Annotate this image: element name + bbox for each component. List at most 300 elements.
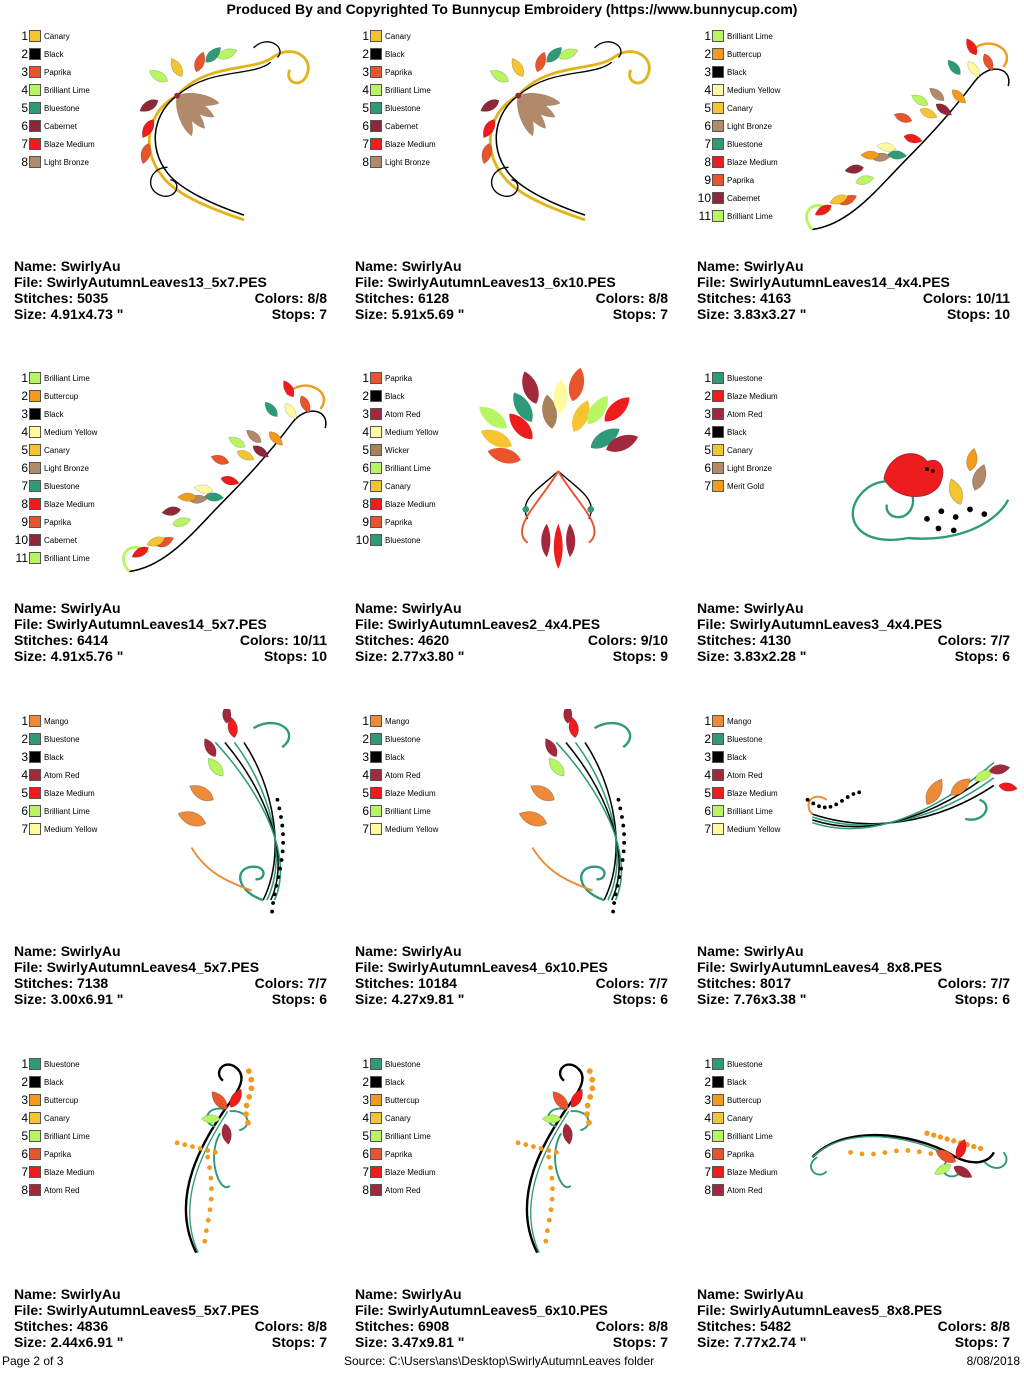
stops-label: Stops: [271, 1334, 316, 1350]
thread-color-name: Bluestone [385, 734, 421, 744]
thread-color-row [697, 405, 778, 423]
name-label: Name: [355, 258, 398, 274]
design-file: SwirlyAutumnLeaves14_4x4.PES [729, 274, 950, 290]
thread-swatch [29, 552, 41, 564]
thread-number: 5 [21, 443, 28, 457]
thread-number: 5 [704, 1129, 711, 1143]
embroidery-design-preview [110, 709, 335, 924]
thread-number: 10 [355, 533, 369, 547]
thread-number: 2 [21, 1075, 28, 1089]
thread-color-name: Blaze Medium [727, 157, 778, 167]
thread-color-row [697, 135, 780, 153]
design-file: SwirlyAutumnLeaves13_5x7.PES [46, 274, 267, 290]
design-name: SwirlyAu [743, 1286, 804, 1302]
thread-swatch [29, 769, 41, 781]
thread-number: 2 [21, 47, 28, 61]
thread-swatch [29, 787, 41, 799]
design-card [683, 362, 1023, 704]
thread-color-name: Blaze Medium [727, 391, 778, 401]
thread-swatch [29, 1148, 41, 1160]
thread-color-row [355, 369, 438, 387]
design-colors: 9/10 [640, 632, 668, 648]
thread-swatch [712, 426, 724, 438]
stops-label: Stops: [612, 991, 657, 1007]
thread-color-name: Black [727, 67, 747, 77]
thread-swatch [29, 751, 41, 763]
thread-color-row [14, 766, 97, 784]
thread-swatch [712, 1058, 724, 1070]
thread-color-row [697, 387, 778, 405]
stitches-label: Stitches: [355, 1318, 415, 1334]
thread-color-name: Mango [385, 716, 410, 726]
colors-label: Colors: [922, 290, 972, 306]
thread-color-row [355, 1181, 436, 1199]
stitches-label: Stitches: [355, 290, 415, 306]
thread-swatch [29, 48, 41, 60]
file-label: File: [697, 959, 726, 975]
thread-color-row [697, 1091, 778, 1109]
stitches-label: Stitches: [697, 975, 757, 991]
design-stitches: 10184 [418, 975, 457, 991]
name-label: Name: [697, 943, 740, 959]
design-size: 4.27x9.81 " [391, 991, 465, 1007]
thread-color-name: Black [385, 49, 405, 59]
thread-color-name: Blaze Medium [44, 788, 95, 798]
thread-color-name: Light Bronze [727, 121, 772, 131]
thread-number: 5 [21, 101, 28, 115]
thread-color-row [14, 441, 97, 459]
thread-color-name: Blaze Medium [44, 499, 95, 509]
thread-color-name: Canary [385, 31, 411, 41]
embroidery-design-preview [793, 1052, 1018, 1267]
thread-number: 8 [704, 155, 711, 169]
page-header: Produced By and Copyrighted To Bunnycup Embroidery (https://www.bunnycup.com) [226, 1, 798, 17]
file-label: File: [697, 274, 726, 290]
thread-color-name: Black [727, 752, 747, 762]
thread-number: 2 [362, 389, 369, 403]
thread-color-name: Cabernet [727, 193, 760, 203]
size-label: Size: [14, 306, 47, 322]
thread-color-name: Cabernet [385, 121, 418, 131]
thread-swatch [712, 30, 724, 42]
thread-color-name: Canary [385, 1113, 411, 1123]
thread-color-name: Buttercup [727, 49, 762, 59]
thread-color-row [355, 81, 436, 99]
size-label: Size: [355, 1334, 388, 1350]
thread-color-name: Bluestone [727, 373, 763, 383]
thread-color-name: Canary [727, 445, 753, 455]
design-stitches: 7138 [77, 975, 109, 991]
design-stitches: 5482 [760, 1318, 792, 1334]
design-stops: 6 [660, 991, 668, 1007]
thread-color-name: Medium Yellow [727, 85, 781, 95]
file-label: File: [355, 1302, 384, 1318]
thread-swatch [370, 462, 382, 474]
thread-swatch [712, 1148, 724, 1160]
thread-color-row [697, 1163, 778, 1181]
embroidery-design-preview [110, 366, 335, 581]
thread-color-name: Paprika [385, 67, 413, 77]
stops-label: Stops: [612, 1334, 657, 1350]
design-stitches: 6414 [77, 632, 109, 648]
thread-color-row [14, 495, 97, 513]
thread-number: 9 [704, 173, 711, 187]
thread-swatch [712, 715, 724, 727]
thread-swatch [712, 84, 724, 96]
thread-number: 1 [704, 714, 711, 728]
file-label: File: [697, 1302, 726, 1318]
thread-color-name: Atom Red [727, 1185, 763, 1195]
design-file: SwirlyAutumnLeaves3_4x4.PES [729, 616, 943, 632]
embroidery-design-preview [451, 366, 676, 581]
thread-number: 5 [362, 443, 369, 457]
thread-swatch [370, 120, 382, 132]
thread-number: 11 [698, 209, 711, 223]
thread-swatch [370, 138, 382, 150]
thread-swatch [29, 516, 41, 528]
thread-swatch [712, 192, 724, 204]
embroidery-design-preview [793, 709, 1018, 924]
thread-swatch [712, 408, 724, 420]
design-colors: 7/7 [648, 975, 668, 991]
thread-color-name: Brilliant Lime [44, 553, 90, 563]
thread-number: 3 [704, 65, 711, 79]
design-name: SwirlyAu [60, 1286, 121, 1302]
thread-color-row [14, 153, 95, 171]
thread-number: 6 [21, 119, 28, 133]
design-colors: 8/8 [648, 1318, 668, 1334]
thread-color-name: Bluestone [385, 535, 421, 545]
thread-color-name: Black [385, 1077, 405, 1087]
design-file: SwirlyAutumnLeaves13_6x10.PES [387, 274, 616, 290]
thread-number: 5 [704, 101, 711, 115]
thread-color-name: Atom Red [385, 770, 421, 780]
thread-swatch [712, 120, 724, 132]
colors-label: Colors: [937, 975, 987, 991]
name-label: Name: [697, 258, 740, 274]
thread-color-name: Medium Yellow [44, 824, 98, 834]
thread-swatch [29, 84, 41, 96]
thread-color-row [355, 1109, 436, 1127]
thread-color-name: Brilliant Lime [44, 1131, 90, 1141]
thread-color-name: Black [44, 752, 64, 762]
thread-color-name: Bluestone [44, 734, 80, 744]
thread-color-name: Cabernet [44, 535, 77, 545]
design-colors: 10/11 [975, 290, 1010, 306]
thread-number: 9 [21, 515, 28, 529]
thread-number: 2 [362, 47, 369, 61]
design-name: SwirlyAu [401, 943, 462, 959]
thread-color-row [14, 513, 97, 531]
thread-swatch [29, 534, 41, 546]
design-colors: 8/8 [307, 1318, 327, 1334]
thread-color-name: Paprika [727, 1149, 755, 1159]
thread-swatch [712, 805, 724, 817]
design-info [355, 258, 668, 322]
design-card [341, 1048, 681, 1390]
design-card [683, 705, 1023, 1047]
size-label: Size: [697, 1334, 730, 1350]
thread-color-legend [697, 27, 780, 225]
thread-color-legend [697, 712, 780, 838]
design-name: SwirlyAu [60, 600, 121, 616]
stitches-label: Stitches: [697, 632, 757, 648]
thread-color-row [355, 802, 438, 820]
thread-number: 6 [362, 119, 369, 133]
thread-swatch [29, 138, 41, 150]
thread-color-name: Black [44, 49, 64, 59]
thread-number: 9 [362, 515, 369, 529]
thread-swatch [29, 715, 41, 727]
thread-color-name: Brilliant Lime [385, 806, 431, 816]
stitches-label: Stitches: [14, 632, 74, 648]
stitches-label: Stitches: [355, 632, 415, 648]
thread-color-row [697, 1109, 778, 1127]
thread-color-name: Paprika [727, 175, 755, 185]
name-label: Name: [355, 1286, 398, 1302]
thread-number: 5 [21, 1129, 28, 1143]
thread-color-name: Atom Red [44, 1185, 80, 1195]
embroidery-design-preview [793, 366, 1018, 581]
thread-swatch [370, 1094, 382, 1106]
thread-color-row [355, 27, 436, 45]
colors-label: Colors: [595, 1318, 645, 1334]
design-file: SwirlyAutumnLeaves4_6x10.PES [387, 959, 608, 975]
design-card [0, 20, 340, 362]
design-colors: 8/8 [307, 290, 327, 306]
colors-label: Colors: [239, 632, 289, 648]
thread-number: 1 [704, 1057, 711, 1071]
design-info [14, 600, 327, 664]
thread-color-row [697, 171, 780, 189]
thread-color-name: Blaze Medium [385, 1167, 436, 1177]
thread-swatch [712, 66, 724, 78]
file-label: File: [14, 1302, 43, 1318]
thread-color-name: Medium Yellow [385, 427, 439, 437]
thread-color-row [355, 513, 438, 531]
thread-color-row [697, 766, 780, 784]
design-info [355, 1286, 668, 1350]
thread-number: 2 [362, 1075, 369, 1089]
thread-color-name: Bluestone [727, 139, 763, 149]
thread-swatch [370, 1148, 382, 1160]
thread-color-name: Mango [727, 716, 752, 726]
thread-number: 4 [362, 83, 369, 97]
thread-color-name: Brilliant Lime [727, 1131, 773, 1141]
thread-color-legend [355, 1055, 436, 1199]
design-file: SwirlyAutumnLeaves5_5x7.PES [46, 1302, 260, 1318]
file-label: File: [355, 274, 384, 290]
thread-swatch [370, 1130, 382, 1142]
design-info [14, 1286, 327, 1350]
thread-swatch [370, 156, 382, 168]
thread-swatch [29, 120, 41, 132]
design-size: 3.47x9.81 " [391, 1334, 465, 1350]
thread-color-row [697, 117, 780, 135]
thread-color-row [355, 748, 438, 766]
thread-swatch [370, 1112, 382, 1124]
thread-swatch [712, 156, 724, 168]
thread-color-row [14, 477, 97, 495]
thread-number: 4 [362, 768, 369, 782]
thread-color-row [697, 1073, 778, 1091]
thread-number: 10 [697, 191, 711, 205]
thread-color-name: Paprika [44, 517, 72, 527]
thread-color-row [14, 1073, 95, 1091]
thread-number: 8 [362, 497, 369, 511]
thread-number: 7 [21, 479, 28, 493]
design-name: SwirlyAu [401, 600, 462, 616]
thread-swatch [370, 390, 382, 402]
thread-number: 8 [21, 497, 28, 511]
design-colors: 7/7 [990, 632, 1010, 648]
thread-number: 7 [704, 137, 711, 151]
thread-number: 6 [362, 804, 369, 818]
footer-page: Page 2 of 3 [2, 1354, 64, 1368]
thread-color-name: Buttercup [727, 1095, 762, 1105]
thread-color-name: Canary [385, 481, 411, 491]
thread-swatch [370, 823, 382, 835]
thread-color-name: Bluestone [385, 103, 421, 113]
thread-swatch [712, 1166, 724, 1178]
design-name: SwirlyAu [743, 258, 804, 274]
thread-number: 2 [704, 47, 711, 61]
thread-swatch [370, 1076, 382, 1088]
design-stitches: 4836 [77, 1318, 109, 1334]
thread-color-name: Light Bronze [44, 463, 89, 473]
thread-swatch [29, 1130, 41, 1142]
design-stops: 10 [994, 306, 1010, 322]
thread-swatch [29, 30, 41, 42]
thread-number: 6 [362, 461, 369, 475]
thread-number: 1 [21, 714, 28, 728]
thread-swatch [29, 462, 41, 474]
design-stitches: 8017 [760, 975, 792, 991]
thread-number: 4 [362, 1111, 369, 1125]
colors-label: Colors: [254, 975, 304, 991]
thread-color-row [14, 27, 95, 45]
thread-swatch [712, 210, 724, 222]
thread-swatch [370, 715, 382, 727]
stitches-label: Stitches: [355, 975, 415, 991]
thread-color-name: Bluestone [727, 734, 763, 744]
size-label: Size: [697, 306, 730, 322]
thread-color-name: Medium Yellow [727, 824, 781, 834]
thread-number: 1 [21, 1057, 28, 1071]
thread-number: 4 [704, 1111, 711, 1125]
design-name: SwirlyAu [401, 1286, 462, 1302]
thread-color-row [697, 63, 780, 81]
thread-color-name: Cabernet [44, 121, 77, 131]
thread-color-row [355, 820, 438, 838]
thread-color-name: Bluestone [44, 481, 80, 491]
thread-color-name: Light Bronze [727, 463, 772, 473]
thread-number: 8 [21, 1183, 28, 1197]
size-label: Size: [355, 306, 388, 322]
thread-color-row [355, 99, 436, 117]
stops-label: Stops: [271, 306, 316, 322]
design-colors: 8/8 [648, 290, 668, 306]
thread-swatch [29, 498, 41, 510]
thread-color-row [355, 1127, 436, 1145]
thread-color-legend [355, 369, 438, 549]
design-file: SwirlyAutumnLeaves4_8x8.PES [729, 959, 943, 975]
thread-number: 3 [362, 750, 369, 764]
embroidery-design-preview [793, 24, 1018, 239]
thread-color-row [697, 369, 778, 387]
thread-number: 6 [21, 1147, 28, 1161]
thread-swatch [370, 1058, 382, 1070]
thread-color-row [697, 441, 778, 459]
thread-number: 4 [21, 768, 28, 782]
design-info [697, 600, 1010, 664]
thread-number: 4 [704, 425, 711, 439]
thread-color-row [697, 459, 778, 477]
thread-number: 7 [362, 822, 369, 836]
design-size: 3.83x3.27 " [733, 306, 807, 322]
thread-number: 11 [15, 551, 28, 565]
thread-number: 3 [21, 65, 28, 79]
thread-color-row [697, 1145, 778, 1163]
thread-swatch [712, 102, 724, 114]
thread-color-row [14, 531, 97, 549]
design-name: SwirlyAu [60, 943, 121, 959]
thread-color-row [697, 784, 780, 802]
file-label: File: [14, 616, 43, 632]
stops-label: Stops: [954, 1334, 999, 1350]
design-stops: 9 [660, 648, 668, 664]
design-file: SwirlyAutumnLeaves4_5x7.PES [46, 959, 260, 975]
colors-label: Colors: [254, 290, 304, 306]
design-stops: 7 [660, 306, 668, 322]
design-stitches: 5035 [77, 290, 109, 306]
thread-color-row [697, 27, 780, 45]
design-name: SwirlyAu [60, 258, 121, 274]
thread-color-name: Atom Red [727, 409, 763, 419]
thread-color-row [14, 730, 97, 748]
design-stops: 6 [1002, 648, 1010, 664]
thread-swatch [370, 426, 382, 438]
thread-swatch [370, 48, 382, 60]
thread-color-row [14, 117, 95, 135]
thread-number: 1 [362, 1057, 369, 1071]
thread-color-name: Blaze Medium [727, 788, 778, 798]
design-stops: 7 [319, 1334, 327, 1350]
name-label: Name: [697, 1286, 740, 1302]
file-label: File: [355, 959, 384, 975]
thread-color-row [14, 712, 97, 730]
thread-number: 7 [362, 479, 369, 493]
stops-label: Stops: [271, 991, 316, 1007]
thread-swatch [29, 156, 41, 168]
thread-swatch [712, 48, 724, 60]
thread-color-name: Brilliant Lime [385, 1131, 431, 1141]
design-name: SwirlyAu [743, 943, 804, 959]
thread-swatch [370, 372, 382, 384]
thread-number: 3 [21, 750, 28, 764]
design-stops: 7 [660, 1334, 668, 1350]
thread-number: 4 [21, 1111, 28, 1125]
thread-number: 6 [21, 804, 28, 818]
thread-color-name: Medium Yellow [385, 824, 439, 834]
design-info [14, 258, 327, 322]
thread-color-row [355, 1091, 436, 1109]
thread-color-row [697, 477, 778, 495]
design-size: 5.91x5.69 " [391, 306, 465, 322]
thread-color-legend [14, 712, 97, 838]
thread-swatch [712, 390, 724, 402]
design-card [0, 705, 340, 1047]
